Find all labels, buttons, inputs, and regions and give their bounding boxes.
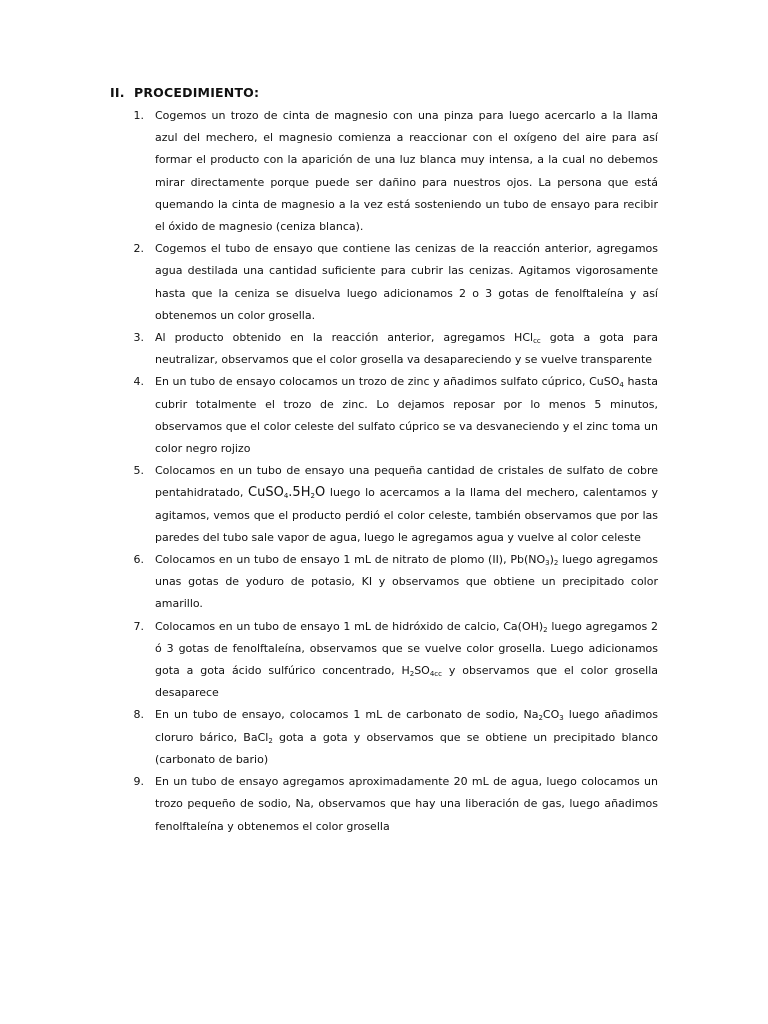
text-run: gota a gota para neutralizar, observamos que el color grosella va desapareciendo y se vuelve transparente: [155, 331, 658, 367]
text-run: CO: [542, 708, 560, 722]
text-run: Colocamos en un tubo de ensayo una pequeña cantidad de cristales de sulfato de cobre pentahidratado,: [155, 464, 658, 500]
subscript: 4cc: [429, 670, 442, 679]
section-title: PROCEDIMIENTO:: [134, 85, 260, 100]
step-text: [155, 327, 658, 371]
step-number: 7.: [133, 619, 144, 633]
step-text: [155, 105, 658, 238]
step-number: 8.: [133, 708, 144, 722]
subscript: 2: [409, 670, 415, 679]
step-number: 4.: [133, 375, 144, 389]
step-number: 3.: [133, 331, 144, 345]
procedure-step: [0, 105, 768, 238]
text-run: y observamos que el color grosella desaparece: [155, 664, 658, 700]
text-run: ): [549, 553, 554, 567]
formula-text: CuSO: [248, 485, 284, 501]
formula-text: .5H: [288, 485, 311, 501]
section-number: II.: [110, 85, 125, 100]
subscript: 2: [538, 714, 543, 723]
subscript: 3: [559, 714, 564, 723]
text-run: En un tubo de ensayo, colocamos 1 mL de carbonato de sodio, Na: [155, 708, 539, 722]
step-number: 6.: [133, 553, 144, 567]
text-run: luego agregamos 2 ó 3 gotas de fenolftaleína, observamos que se vuelve color grosella. Luego adicionamos gota a gota ácido sulfúrico concentrado, H: [155, 619, 658, 678]
step-text: [155, 549, 658, 616]
procedure-step: [0, 238, 768, 327]
text-run: luego lo acercamos a la llama del mechero, calentamos y agitamos, vemos que el producto perdió el color celeste, también observamos que por las paredes del tubo sale vapor de agua, luego le agregamos agua y vuelve al color celeste: [155, 486, 658, 544]
step-text: [155, 771, 658, 838]
subscript: 3: [545, 559, 550, 568]
procedure-step: [0, 371, 768, 460]
section-heading: [110, 85, 259, 100]
subscript: 4: [283, 492, 289, 501]
text-run: Al producto obtenido en la reacción anterior, agregamos HCl: [155, 331, 534, 345]
text-run: luego agregamos unas gotas de yoduro de potasio, KI y observamos que obtiene un precipitado color amarillo.: [155, 553, 659, 611]
text-run: Colocamos en un tubo de ensayo 1 mL de nitrato de plomo (II), Pb(NO: [155, 553, 546, 567]
subscript: 2: [553, 559, 559, 568]
step-text: [155, 704, 658, 771]
step-number: 5.: [133, 464, 144, 478]
formula-text: O: [314, 485, 326, 501]
procedure-list: [0, 105, 768, 838]
text-run: Colocamos en un tubo de ensayo 1 mL de hidróxido de calcio, Ca(OH): [155, 619, 544, 633]
text-run: Cogemos el tubo de ensayo que contiene las cenizas de la reacción anterior, agregamos agua destilada una cantidad suficiente para cubrir las cenizas. Agitamos vigorosamente hasta que la ceniza se disuelva luego adicionamos 2 o 3 gotas de fenolftaleína y así obtenemos un color grosella.: [155, 242, 658, 322]
subscript: 2: [310, 492, 315, 501]
step-text: [155, 238, 658, 327]
text-run: SO: [414, 664, 430, 678]
subscript: 4: [619, 381, 624, 390]
step-text: [155, 616, 658, 705]
subscript: 2: [268, 736, 273, 745]
subscript: cc: [533, 337, 541, 346]
step-text: [155, 460, 658, 549]
procedure-step: [0, 771, 768, 838]
step-number: 2.: [133, 242, 144, 256]
text-run: hasta cubrir totalmente el trozo de zinc. Lo dejamos reposar por lo menos 5 minutos, observamos que el color celeste del sulfato cúprico se va desvaneciendo y el zinc toma un color negro rojizo: [155, 375, 658, 456]
procedure-step: [0, 704, 768, 771]
text-run: En un tubo de ensayo agregamos aproximadamente 20 mL de agua, luego colocamos un trozo pequeño de sodio, Na, observamos que hay una liberación de gas, luego añadimos fenolftaleína y obtenemos el color grosella: [155, 775, 658, 833]
step-number: 1.: [133, 109, 144, 122]
procedure-step: [0, 616, 768, 705]
text-run: gota a gota y observamos que se obtiene un precipitado blanco (carbonato de bario): [155, 730, 658, 766]
text-run: En un tubo de ensayo colocamos un trozo de zinc y añadimos sulfato cúprico, CuSO: [155, 375, 620, 389]
procedure-step: [0, 460, 768, 549]
procedure-step: [0, 549, 768, 616]
text-run: Cogemos un trozo de cinta de magnesio con una pinza para luego acercarlo a la llama azul del mechero, el magnesio comienza a reaccionar con el oxígeno del aire para así formar el producto con la aparición de una luz blanca muy intensa, a la cual no debemos mirar directamente porque puede ser dañino para nuestros ojos. La persona que está quemando la cinta de magnesio a la vez está sosteniendo un tubo de ensayo para recibir el óxido de magnesio (ceniza blanca).: [155, 109, 658, 234]
procedure-step: [0, 327, 768, 371]
text-run: luego añadimos cloruro bárico, BaCl: [155, 708, 658, 744]
subscript: 2: [543, 625, 548, 634]
step-text: [155, 371, 658, 460]
step-number: 9.: [133, 775, 144, 789]
